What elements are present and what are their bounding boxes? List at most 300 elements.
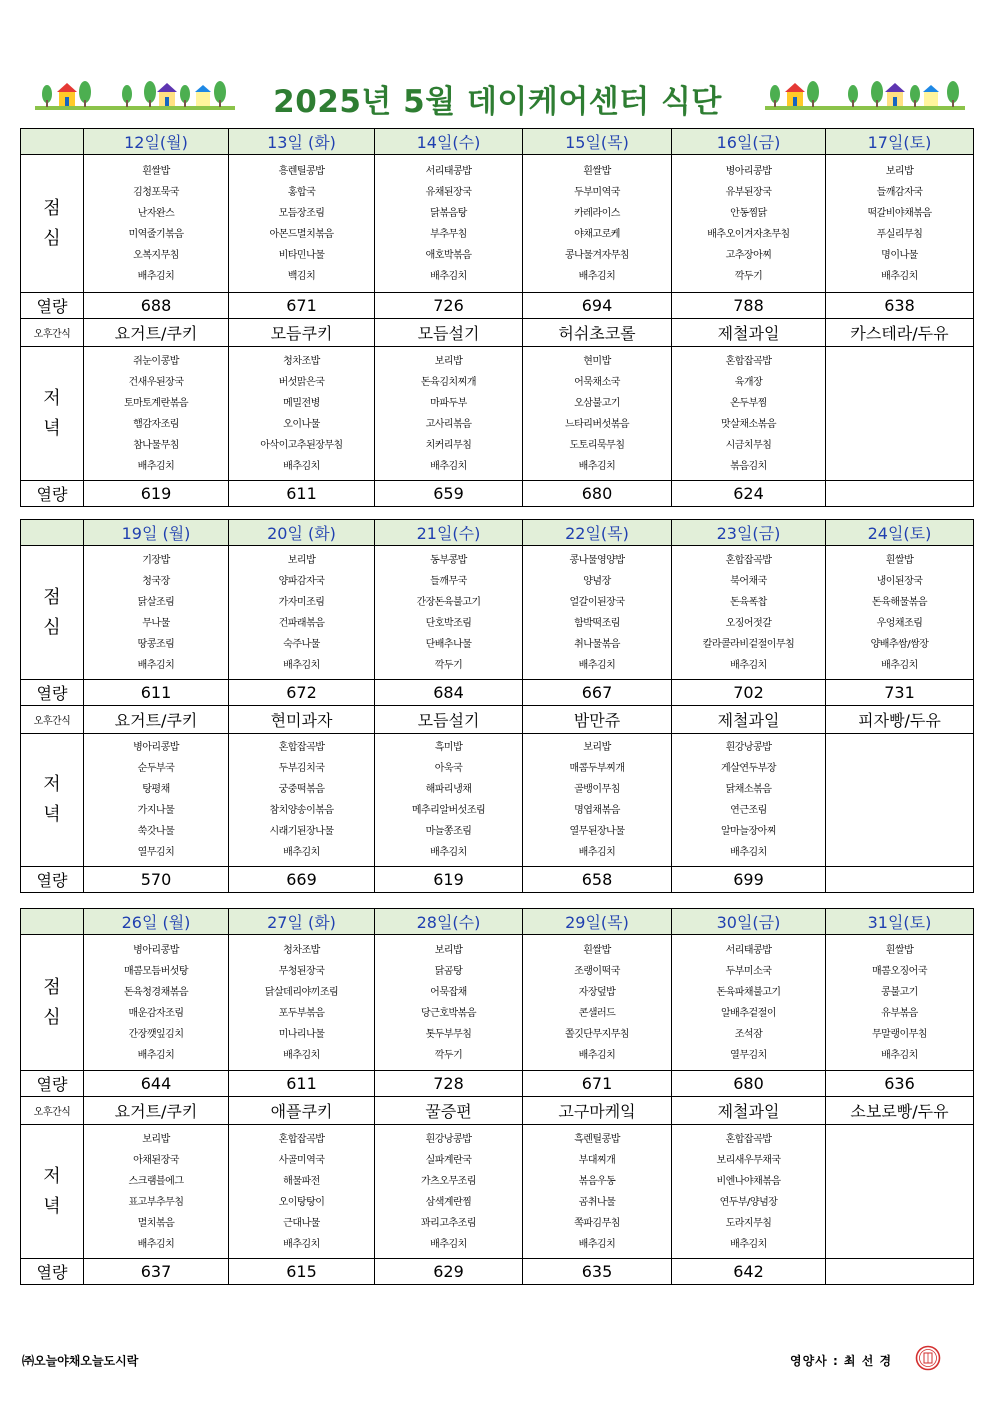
menu-item: 돈육폭찹 xyxy=(730,596,767,608)
menu-item: 열무된장나물 xyxy=(569,826,625,837)
label-char: 녁 xyxy=(43,417,61,439)
menu-item: 흑미밥 xyxy=(434,742,463,753)
lunch-menu-cell xyxy=(672,155,826,293)
dinner-menu-cell xyxy=(84,347,229,481)
menu-item: 서리태콩밥 xyxy=(425,165,472,177)
menu-item: 흰강낭콩밥 xyxy=(425,1133,472,1145)
dinner-kcal-row-value: 619 xyxy=(84,481,229,507)
dinner-kcal-row xyxy=(21,481,974,507)
dinner-kcal-row-value: 699 xyxy=(672,867,826,893)
menu-item: 표고부추무침 xyxy=(128,1196,184,1208)
menu-item: 깍두기 xyxy=(734,270,763,282)
lunch-kcal-row xyxy=(21,1071,974,1097)
menu-item: 탕평채 xyxy=(142,784,170,795)
dinner-kcal-row-value: 669 xyxy=(229,867,375,893)
day-header: 26일 (월) xyxy=(84,909,229,935)
menu-item: 해물파전 xyxy=(283,1175,320,1187)
menu-item: 오징어젓갈 xyxy=(725,617,772,629)
label-char: 저 xyxy=(43,774,61,795)
menu-item: 쪽파김무침 xyxy=(574,1217,620,1229)
lunch-menu-cell xyxy=(84,546,229,680)
snack-row-value: 고구마케잌 xyxy=(523,1097,672,1125)
dinner-kcal-row-value: 570 xyxy=(84,867,229,893)
menu-item: 콩나물겨자무침 xyxy=(564,249,630,261)
menu-item: 볶음김치 xyxy=(730,460,767,472)
label-char: 점 xyxy=(43,976,61,998)
menu-item: 스크램블에그 xyxy=(128,1175,184,1187)
lunch-menu-cell xyxy=(229,935,375,1071)
menu-item: 배추오이겨자초무침 xyxy=(707,228,790,240)
lunch-menu-cell xyxy=(84,935,229,1071)
lunch-kcal-row-value: 684 xyxy=(375,680,523,706)
menu-item: 매운감자조림 xyxy=(128,1007,184,1019)
label-char: 녁 xyxy=(43,804,61,825)
lunch-kcal-row-value: 728 xyxy=(375,1071,523,1097)
menu-item: 열무김치 xyxy=(137,847,175,858)
lunch-row xyxy=(21,935,974,1071)
menu-item: 냉이된장국 xyxy=(876,575,923,587)
dinner-row xyxy=(21,347,974,481)
company-name: ㈜오늘야채오늘도시락 xyxy=(22,1354,139,1368)
menu-item: 모듬장조림 xyxy=(278,207,325,219)
lunch-kcal-row-value: 688 xyxy=(84,293,229,319)
menu-item: 멸치볶음 xyxy=(137,1217,175,1229)
menu-item: 매콤오징어국 xyxy=(872,965,927,977)
dinner-kcal-row-value: 659 xyxy=(375,481,523,507)
dinner-kcal-row-value: 635 xyxy=(523,1259,672,1285)
menu-item: 배추김치 xyxy=(578,847,616,858)
label-char: 심 xyxy=(43,616,61,638)
menu-item: 보리밥 xyxy=(434,944,463,956)
menu-item: 배추김치 xyxy=(137,270,175,282)
menu-item: 마파두부 xyxy=(430,397,467,409)
lunch-menu-cell xyxy=(672,935,826,1071)
menu-item: 애호박볶음 xyxy=(425,249,472,261)
menu-item: 매콤모듬버섯탕 xyxy=(123,965,189,977)
menu-item: 단배추나물 xyxy=(425,638,472,650)
menu-item: 청국장 xyxy=(142,575,170,587)
menu-item: 취나물볶음 xyxy=(574,638,620,650)
menu-item: 야채고로케 xyxy=(574,228,620,240)
menu-item: 청차조밥 xyxy=(283,355,320,367)
dinner-kcal-row-value: 615 xyxy=(229,1259,375,1285)
day-header: 24일(토) xyxy=(826,520,974,546)
menu-item: 흰쌀밥 xyxy=(885,944,914,956)
snack-row-value: 소보로빵/두유 xyxy=(826,1097,974,1125)
dinner-kcal-row-value: 658 xyxy=(523,867,672,893)
menu-item: 함박떡조림 xyxy=(574,617,620,629)
menu-item: 닭채소볶음 xyxy=(725,784,772,795)
snack-row-value: 피자빵/두유 xyxy=(826,706,974,734)
dinner-menu-cell xyxy=(672,734,826,867)
menu-item: 배추김치 xyxy=(578,1238,616,1250)
menu-item: 보리밥 xyxy=(287,554,316,566)
dinner-kcal-row-value: 642 xyxy=(672,1259,826,1285)
lunch-menu-cell xyxy=(375,546,523,680)
dinner-menu-cell xyxy=(672,347,826,481)
corner-cell xyxy=(21,520,84,546)
menu-item: 배추김치 xyxy=(578,270,616,282)
menu-item: 배추김치 xyxy=(881,1049,918,1061)
dinner-row-label xyxy=(21,347,84,481)
menu-item: 오삼불고기 xyxy=(574,397,620,409)
lunch-kcal-row-value: 680 xyxy=(672,1071,826,1097)
menu-item: 골뱅이무침 xyxy=(574,784,620,795)
week-table-1 xyxy=(20,128,974,507)
lunch-kcal-row-label: 열량 xyxy=(21,1071,84,1097)
dinner-kcal-row xyxy=(21,1259,974,1285)
menu-item: 콘샐러드 xyxy=(578,1007,616,1019)
menu-item: 배추김치 xyxy=(430,270,467,282)
menu-item: 닭살데리야끼조림 xyxy=(264,986,339,998)
dinner-kcal-row-label: 열량 xyxy=(21,867,84,893)
dinner-kcal-row xyxy=(21,867,974,893)
menu-item: 푸실리무침 xyxy=(876,228,923,240)
menu-item: 배추김치 xyxy=(578,460,616,472)
menu-item: 보리새우무채국 xyxy=(716,1154,781,1166)
menu-item: 사골미역국 xyxy=(278,1154,325,1166)
day-header: 12일(월) xyxy=(84,129,229,155)
menu-item: 병아리콩밥 xyxy=(725,165,772,177)
menu-item: 연두부/양념장 xyxy=(719,1196,778,1208)
menu-item: 시금치무침 xyxy=(725,439,772,451)
menu-item: 아욱국 xyxy=(434,763,463,774)
menu-item: 배추김치 xyxy=(283,847,320,858)
snack-row-value: 모듬설기 xyxy=(375,706,523,734)
menu-item: 삼색계란찜 xyxy=(425,1196,472,1208)
dinner-menu-cell xyxy=(84,734,229,867)
snack-row-value: 카스테라/두유 xyxy=(826,319,974,347)
menu-item: 메밀전병 xyxy=(283,397,320,409)
menu-item: 무나물 xyxy=(142,617,170,629)
menu-item: 치커리무침 xyxy=(425,439,472,451)
snack-row-value: 허쉬초코롤 xyxy=(523,319,672,347)
menu-item: 혼합잡곡밥 xyxy=(725,1133,772,1145)
dinner-menu-cell xyxy=(229,734,375,867)
corner-cell xyxy=(21,129,84,155)
corner-cell xyxy=(21,909,84,935)
lunch-row-label xyxy=(21,546,84,680)
menu-item: 명이나물 xyxy=(881,249,918,261)
menu-item: 얼갈이된장국 xyxy=(569,596,625,608)
snack-row-value: 애플쿠키 xyxy=(229,1097,375,1125)
lunch-menu-cell xyxy=(523,155,672,293)
menu-item: 배추김치 xyxy=(430,460,467,472)
menu-item: 혼합잡곡밥 xyxy=(278,1133,325,1145)
day-header: 27일 (화) xyxy=(229,909,375,935)
lunch-kcal-row-value: 694 xyxy=(523,293,672,319)
dinner-menu-cell xyxy=(229,1125,375,1259)
menu-item: 근대나물 xyxy=(283,1217,320,1229)
menu-item: 보리밥 xyxy=(583,742,611,753)
dinner-row-label xyxy=(21,1125,84,1259)
label-char: 심 xyxy=(43,227,61,249)
day-header: 30일(금) xyxy=(672,909,826,935)
lunch-menu-cell xyxy=(523,546,672,680)
menu-item: 혼합잡곡밥 xyxy=(278,742,325,753)
dinner-row xyxy=(21,1125,974,1259)
menu-item: 참치양송이볶음 xyxy=(269,805,334,816)
dinner-kcal-row-value: 680 xyxy=(523,481,672,507)
menu-item: 알배추겉절이 xyxy=(721,1007,776,1019)
day-header-row xyxy=(21,520,974,546)
menu-item: 돈육해물볶음 xyxy=(872,596,927,608)
menu-item: 콩나물영양밥 xyxy=(569,554,625,566)
menu-item: 우엉채조림 xyxy=(876,617,923,629)
menu-item: 두부미역국 xyxy=(574,186,620,198)
menu-item: 매콤두부찌개 xyxy=(569,763,625,774)
lunch-kcal-row-value: 671 xyxy=(523,1071,672,1097)
snack-row-value: 꿀증편 xyxy=(375,1097,523,1125)
snack-row xyxy=(21,1097,974,1125)
menu-item: 난자완스 xyxy=(137,207,175,219)
menu-item: 혼합잡곡밥 xyxy=(725,355,772,367)
menu-item: 비타민나물 xyxy=(278,249,325,261)
menu-item: 유부볶음 xyxy=(881,1007,918,1019)
menu-item: 아삭이고추된장무침 xyxy=(260,439,343,451)
menu-item: 칼라콜라비겉절이무침 xyxy=(702,638,795,650)
menu-item: 보리밥 xyxy=(885,165,914,177)
menu-item: 두부미소국 xyxy=(725,965,772,977)
day-header-row xyxy=(21,129,974,155)
lunch-kcal-row-value: 702 xyxy=(672,680,826,706)
menu-item: 어묵채소국 xyxy=(574,376,620,388)
menu-item: 흰강낭콩밥 xyxy=(725,742,772,753)
menu-item: 닭곰탕 xyxy=(434,965,463,977)
label-char: 저 xyxy=(43,387,61,409)
menu-item: 양배추쌈/쌈장 xyxy=(870,638,929,650)
lunch-kcal-row xyxy=(21,293,974,319)
dinner-menu-cell xyxy=(672,1125,826,1259)
menu-item: 들깨감자국 xyxy=(876,186,923,198)
menu-item: 토마토계란볶음 xyxy=(123,397,189,409)
menu-item: 꽈리고추조림 xyxy=(421,1217,476,1229)
menu-item: 흰쌀밥 xyxy=(583,165,611,177)
menu-item: 병아리콩밥 xyxy=(133,944,179,956)
menu-item: 기장밥 xyxy=(142,554,170,566)
menu-item: 배추김치 xyxy=(283,1238,320,1250)
menu-item: 닭살조림 xyxy=(137,596,175,608)
menu-item: 오이나물 xyxy=(283,418,320,430)
menu-item: 혼합잡곡밥 xyxy=(725,554,772,566)
menu-item: 메추리알버섯조림 xyxy=(411,805,486,816)
menu-item: 맛살채소볶음 xyxy=(721,418,776,430)
title-banner xyxy=(30,70,965,120)
dinner-kcal-row-value xyxy=(826,481,974,507)
lunch-kcal-row-value: 611 xyxy=(229,1071,375,1097)
menu-item: 게살연두부장 xyxy=(721,763,776,774)
menu-item: 돈육파채불고기 xyxy=(716,986,781,998)
snack-row-value: 밤만쥬 xyxy=(523,706,672,734)
menu-item: 배추김치 xyxy=(730,1238,767,1250)
dinner-kcal-row-label: 열량 xyxy=(21,481,84,507)
menu-item: 건새우된장국 xyxy=(128,376,184,388)
dinner-kcal-row-value: 619 xyxy=(375,867,523,893)
menu-item: 쑥갓나물 xyxy=(137,826,175,837)
lunch-menu-cell xyxy=(84,155,229,293)
dinner-menu-cell xyxy=(229,347,375,481)
menu-item: 아채된장국 xyxy=(133,1154,179,1166)
menu-item: 두부김치국 xyxy=(278,763,325,774)
day-header: 20일 (화) xyxy=(229,520,375,546)
menu-item: 오이탕탕이 xyxy=(278,1196,325,1208)
menu-item: 마늘쫑조림 xyxy=(425,826,472,837)
lunch-menu-cell xyxy=(826,546,974,680)
menu-item: 가지나물 xyxy=(137,805,175,816)
day-header: 22일(목) xyxy=(523,520,672,546)
menu-item: 배추김치 xyxy=(283,659,320,671)
menu-item: 온두부찜 xyxy=(730,397,767,409)
menu-item: 톳두부무침 xyxy=(425,1028,472,1040)
menu-item: 배추김치 xyxy=(137,460,175,472)
day-header: 13일 (화) xyxy=(229,129,375,155)
menu-item: 보리밥 xyxy=(142,1133,170,1145)
menu-item: 배추김치 xyxy=(283,460,320,472)
week-table-3 xyxy=(20,908,974,1285)
dinner-kcal-row-value: 624 xyxy=(672,481,826,507)
week-table-2 xyxy=(20,519,974,893)
menu-item: 흥렌틸콩밥 xyxy=(278,165,325,177)
label-char: 저 xyxy=(43,1165,61,1187)
snack-row-value: 제철과일 xyxy=(672,319,826,347)
snack-row xyxy=(21,706,974,734)
menu-item: 현미밥 xyxy=(583,355,611,367)
menu-item: 양파감자국 xyxy=(278,575,325,587)
dinner-menu-cell xyxy=(375,734,523,867)
menu-item: 궁중떡볶음 xyxy=(278,784,325,795)
menu-item: 당근호박볶음 xyxy=(421,1007,476,1019)
snack-row-value: 모듬쿠키 xyxy=(229,319,375,347)
menu-item: 어묵잡채 xyxy=(430,986,467,998)
menu-item: 가자미조림 xyxy=(278,596,325,608)
dinner-menu-cell xyxy=(826,347,974,481)
menu-item: 명엽채볶음 xyxy=(574,805,620,816)
lunch-kcal-row-value: 667 xyxy=(523,680,672,706)
menu-item: 간장돈육불고기 xyxy=(416,596,481,608)
dinner-menu-cell xyxy=(375,1125,523,1259)
menu-item: 유채된장국 xyxy=(425,186,472,198)
lunch-kcal-row-value: 671 xyxy=(229,293,375,319)
dinner-kcal-row-value: 629 xyxy=(375,1259,523,1285)
menu-item: 볶음우동 xyxy=(578,1175,616,1187)
menu-item: 느타리버섯볶음 xyxy=(564,418,630,430)
menu-item: 안동찜닭 xyxy=(730,207,767,219)
menu-item: 아몬드멸치볶음 xyxy=(269,228,334,240)
menu-item: 흑렌틸콩밥 xyxy=(574,1133,620,1145)
menu-item: 미역줄기볶음 xyxy=(128,228,184,240)
menu-item: 부추무침 xyxy=(430,228,467,240)
lunch-menu-cell xyxy=(826,155,974,293)
snack-row-label: 오후간식 xyxy=(21,319,84,347)
lunch-row xyxy=(21,546,974,680)
menu-item: 고추장아찌 xyxy=(725,249,772,261)
day-header: 29일(목) xyxy=(523,909,672,935)
menu-item: 도토리묵무침 xyxy=(569,439,625,451)
menu-item: 배추김치 xyxy=(881,270,918,282)
menu-item: 참나물무침 xyxy=(133,439,179,451)
dinner-menu-cell xyxy=(523,734,672,867)
menu-item: 병아리콩밥 xyxy=(133,742,179,753)
dinner-kcal-row-label: 열량 xyxy=(21,1259,84,1285)
menu-item: 열무김치 xyxy=(730,1049,767,1061)
menu-item: 카레라이스 xyxy=(574,207,620,219)
lunch-menu-cell xyxy=(523,935,672,1071)
lunch-kcal-row-value: 672 xyxy=(229,680,375,706)
menu-item: 유부된장국 xyxy=(725,186,772,198)
day-header: 23일(금) xyxy=(672,520,826,546)
snack-row-value: 요거트/쿠키 xyxy=(84,1097,229,1125)
snack-row-label: 오후간식 xyxy=(21,1097,84,1125)
menu-item: 흰쌀밥 xyxy=(142,165,170,177)
snack-row-value: 현미과자 xyxy=(229,706,375,734)
dinner-kcal-row-value xyxy=(826,867,974,893)
menu-item: 알마늘장아찌 xyxy=(721,826,776,837)
nutritionist-name: 영양사 : 최 선 경 xyxy=(790,1354,893,1368)
village-decoration-right-icon xyxy=(765,70,965,112)
menu-item: 김청포묵국 xyxy=(133,186,179,198)
dinner-kcal-row-value xyxy=(826,1259,974,1285)
lunch-menu-cell xyxy=(672,546,826,680)
lunch-kcal-row-value: 644 xyxy=(84,1071,229,1097)
menu-item: 홍합국 xyxy=(287,186,316,198)
lunch-kcal-row-value: 731 xyxy=(826,680,974,706)
lunch-kcal-row-value: 726 xyxy=(375,293,523,319)
lunch-row-label xyxy=(21,935,84,1071)
day-header: 21일(수) xyxy=(375,520,523,546)
menu-item: 배추김치 xyxy=(430,847,467,858)
menu-item: 청차조밥 xyxy=(283,944,320,956)
menu-item: 미나리나물 xyxy=(278,1028,325,1040)
menu-item: 가츠오무조림 xyxy=(421,1175,476,1187)
lunch-menu-cell xyxy=(375,935,523,1071)
menu-item: 쥐눈이콩밥 xyxy=(133,355,179,367)
dinner-row-label xyxy=(21,734,84,867)
menu-item: 오복지무침 xyxy=(133,249,179,261)
menu-item: 무청된장국 xyxy=(278,965,325,977)
dinner-menu-cell xyxy=(826,1125,974,1259)
menu-item: 흰쌀밥 xyxy=(885,554,914,566)
menu-item: 흰쌀밥 xyxy=(583,944,611,956)
menu-item: 건파래볶음 xyxy=(278,617,325,629)
menu-item: 고사리볶음 xyxy=(425,418,472,430)
menu-item: 버섯맑은국 xyxy=(278,376,325,388)
snack-row-value: 모듬설기 xyxy=(375,319,523,347)
lunch-menu-cell xyxy=(229,155,375,293)
menu-item: 들깨무국 xyxy=(430,575,467,587)
menu-item: 깍두기 xyxy=(434,659,463,671)
day-header: 15일(목) xyxy=(523,129,672,155)
lunch-menu-cell xyxy=(229,546,375,680)
dinner-kcal-row-value: 611 xyxy=(229,481,375,507)
menu-item: 자장덮밥 xyxy=(578,986,616,998)
label-char: 녁 xyxy=(43,1195,61,1217)
day-header: 16일(금) xyxy=(672,129,826,155)
lunch-menu-cell xyxy=(826,935,974,1071)
menu-item: 떡갈비야채볶음 xyxy=(867,207,932,219)
day-header: 14일(수) xyxy=(375,129,523,155)
menu-item: 양념장 xyxy=(583,575,611,587)
nutritionist-seal-icon xyxy=(915,1345,941,1371)
menu-item: 무말랭이무침 xyxy=(872,1028,927,1040)
dinner-menu-cell xyxy=(375,347,523,481)
snack-row-value: 제철과일 xyxy=(672,706,826,734)
label-char: 점 xyxy=(43,197,61,219)
menu-item: 부대찌개 xyxy=(578,1154,616,1166)
menu-item: 배추김치 xyxy=(730,659,767,671)
lunch-row-label xyxy=(21,155,84,293)
lunch-kcal-row-value: 638 xyxy=(826,293,974,319)
dinner-kcal-row-value: 637 xyxy=(84,1259,229,1285)
